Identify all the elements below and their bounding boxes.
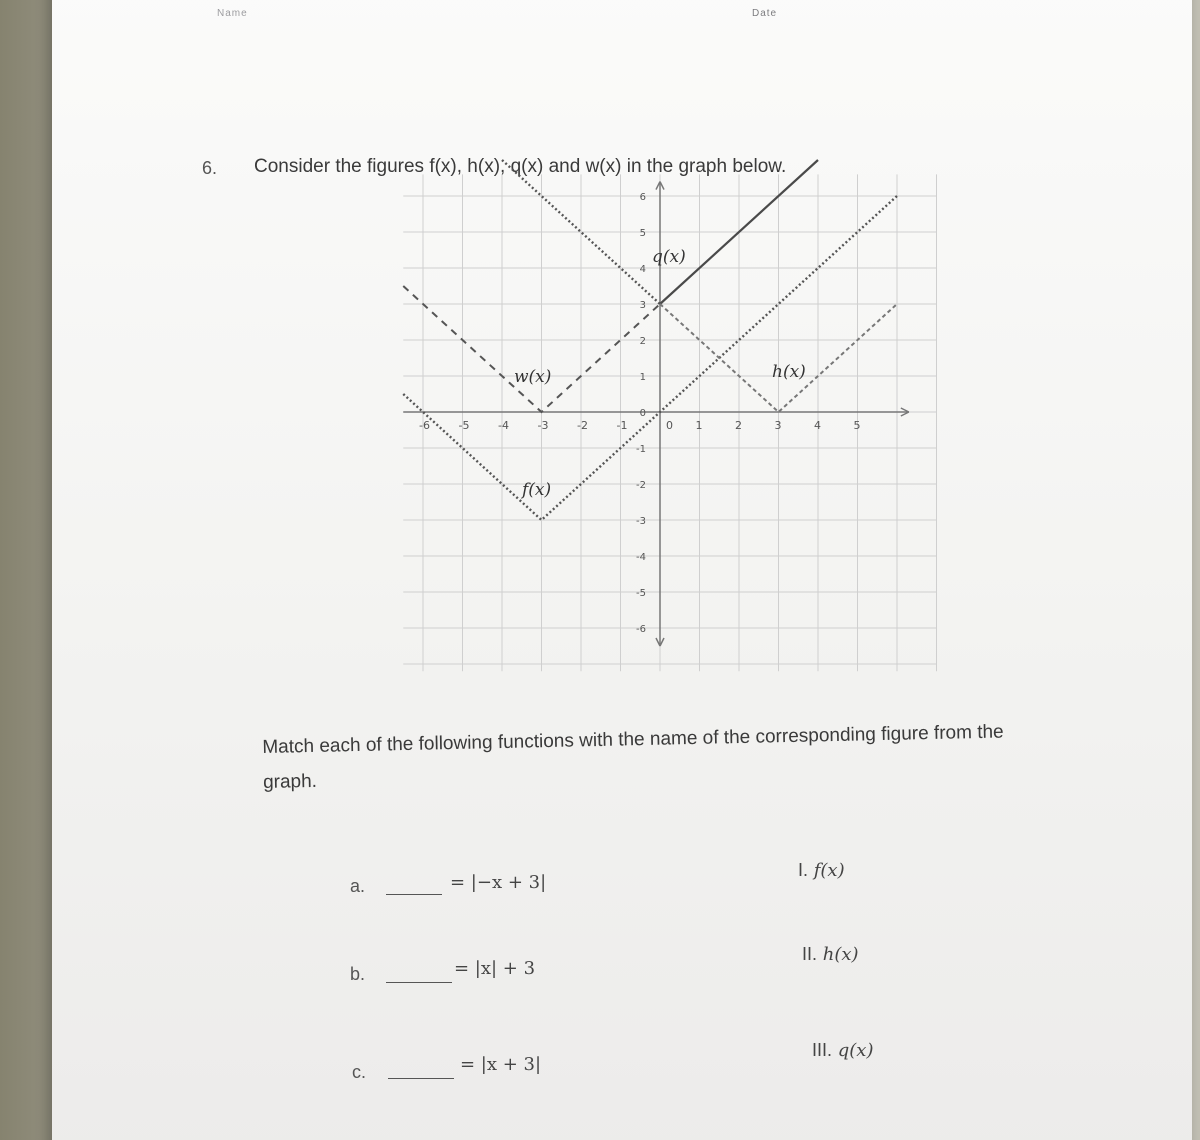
x-tick-label: -3 <box>537 419 549 432</box>
item-c-equation: = |x + 3| <box>460 1054 542 1075</box>
x-tick-label: -5 <box>458 419 470 432</box>
label-h: h(x) <box>772 362 806 382</box>
y-tick-label: -1 <box>636 444 646 455</box>
choice-I <box>798 860 845 881</box>
choice-III <box>812 1040 873 1061</box>
choice-II-roman: II. <box>802 944 818 964</box>
x-tick-label: -2 <box>577 419 588 432</box>
y-tick-label: 1 <box>639 372 646 383</box>
curve-fx <box>403 196 897 520</box>
x-tick-label: -1 <box>616 419 628 432</box>
question-number: 6. <box>202 158 218 178</box>
instructions-text: Match each of the following functions with the name of the corresponding figure from the graph. <box>262 721 1004 793</box>
y-tick-label: 0 <box>639 408 646 419</box>
y-tick-label: -3 <box>636 516 646 527</box>
y-tick-label: -5 <box>636 588 646 599</box>
curve-wx <box>403 286 660 412</box>
x-tick-label: -4 <box>498 419 509 432</box>
y-tick-label: 5 <box>639 228 646 239</box>
coordinate-graph <box>52 0 1192 1140</box>
item-c-blank[interactable] <box>388 1078 454 1079</box>
item-a-equation: = |−x + 3| <box>450 872 547 893</box>
item-b-blank[interactable] <box>386 982 452 983</box>
x-tick-label: 4 <box>814 419 821 432</box>
choice-I-name: f(x) <box>813 860 845 881</box>
date-header: Date <box>752 8 778 19</box>
label-w: w(x) <box>514 367 552 387</box>
name-header: Name <box>217 8 248 19</box>
item-b-equation: = |x| + 3 <box>454 958 536 979</box>
label-f: f(x) <box>522 480 552 500</box>
y-tick-label: -2 <box>636 480 646 491</box>
question-text: Consider the figures f(x), h(x), q(x) and w(x) in the graph below. <box>254 156 787 177</box>
item-b-letter: b. <box>350 964 366 984</box>
x-tick-label: 3 <box>774 419 782 432</box>
x-tick-label: 1 <box>695 419 703 432</box>
worksheet-page <box>52 0 1192 1140</box>
x-tick-label: 0 <box>666 419 673 432</box>
y-tick-label: -6 <box>636 624 646 635</box>
choice-III-roman: III. <box>812 1040 833 1060</box>
y-tick-label: 3 <box>639 300 646 311</box>
y-tick-label: 4 <box>639 264 646 275</box>
x-tick-label: 2 <box>735 419 742 432</box>
y-tick-label: 6 <box>639 192 646 203</box>
x-tick-label: 5 <box>853 419 861 432</box>
choice-III-name: q(x) <box>837 1040 874 1061</box>
y-tick-label: -4 <box>636 552 646 563</box>
tick-labels <box>419 192 861 635</box>
y-tick-label: 2 <box>639 336 646 347</box>
choice-II-name: h(x) <box>822 944 859 965</box>
x-tick-label: -6 <box>419 419 430 432</box>
item-a-letter: a. <box>350 876 366 896</box>
item-c-letter: c. <box>352 1062 367 1082</box>
choice-II <box>802 944 859 965</box>
label-q: q(x) <box>652 247 686 267</box>
item-a-blank[interactable] <box>386 894 442 895</box>
choice-I-roman: I. <box>798 860 809 880</box>
